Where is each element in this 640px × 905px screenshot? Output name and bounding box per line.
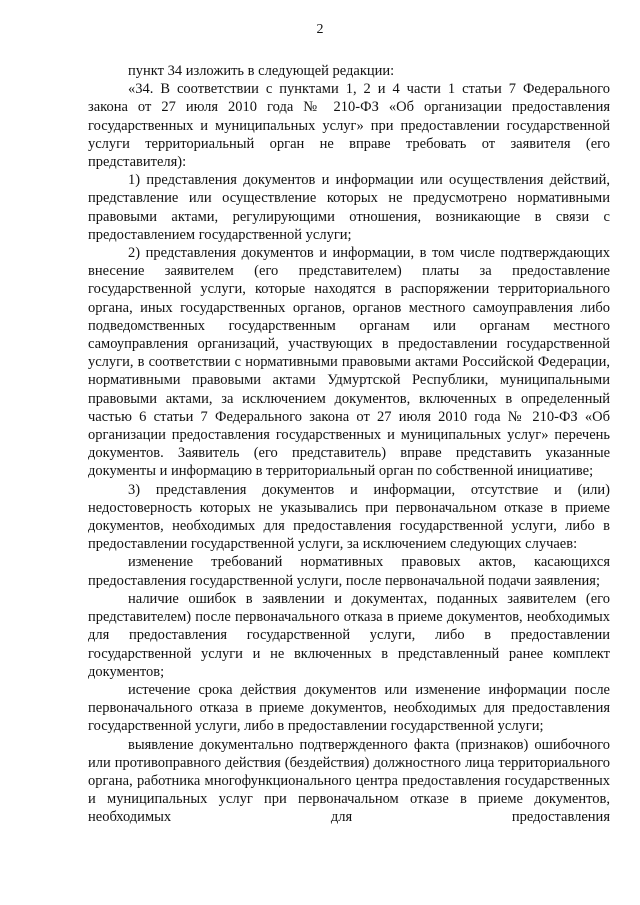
page-number: 2 <box>316 22 324 37</box>
paragraph-intro: пункт 34 изложить в следующей редакции: <box>128 63 395 79</box>
document-body <box>88 62 610 827</box>
paragraph-subitem-3: 3) представления документов и информации, отсутствие и (или) недостоверность которых не указывались при первоначальном отказе в приеме документов, необходимых для предоставления государственной услуги, либо в предоставлении государственной услуги, за исключением следующих случаев: <box>88 481 610 553</box>
paragraph-item-34: «34. В соответствии с пунктами 1, 2 и 4 части 1 статьи 7 Федерального закона от 27 июля 2010 года № 210-ФЗ «Об организации предоставления государственных и муниципальных услуг» при предоставлении государственной услуги территориальный орган не вправе требовать от заявителя (его представителя): <box>88 81 610 171</box>
paragraph-exception-4: выявление документально подтвержденного факта (признаков) ошибочного или противоправного действия (бездействия) должностного лица территориального органа, работника многофункционального центра предоставления государственных и муниципальных услуг при первоначальном отказе в приеме документов, необходимых для предоставления <box>88 736 610 826</box>
paragraph-exception-1: изменение требований нормативных правовых актов, касающихся предоставления государственной услуги, после первоначальной подачи заявления; <box>88 554 610 589</box>
paragraph-exception-2: наличие ошибок в заявлении и документах, поданных заявителем (его представителем) после первоначального отказа в приеме документов, необходимых для предоставления государственной услуги, либо в предоставлении государственной услуги и не включенных в представленный ранее комплект документов; <box>88 590 610 680</box>
paragraph-exception-3: истечение срока действия документов или изменение информации после первоначального отказа в приеме документов, необходимых для предоставления государственной услуги, либо в предоставлении государственной услуги; <box>88 681 610 735</box>
paragraph-subitem-1: 1) представления документов и информации или осуществления действий, представление или осуществление которых не предусмотрено нормативными правовыми актами, регулирующими отношения, возникающие в связи с предоставлением государственной услуги; <box>88 172 610 243</box>
paragraph-subitem-2: 2) представления документов и информации, в том числе подтверждающих внесение заявителем (его представителем) платы за предоставление государственной услуги, которые находятся в распоряжении территориального органа, иных государственных органов, органов местного самоуправления либо подведомственных государственным органам или органам местного самоуправления организаций, участвующих в предоставлении государственной услуги, в соответствии с нормативными правовыми актами Российской Федерации, нормативными правовыми актами Удмуртской Республики, муниципальными правовыми актами, за исключением документов, включенных в определенный частью 6 статьи 7 Федерального закона от 27 июля 2010 года № 210-ФЗ «Об организации предоставления государственных и муниципальных услуг» перечень документов. Заявитель (его представитель) вправе представить указанные документы и информацию в территориальный орган по собственной инициативе; <box>88 245 610 480</box>
